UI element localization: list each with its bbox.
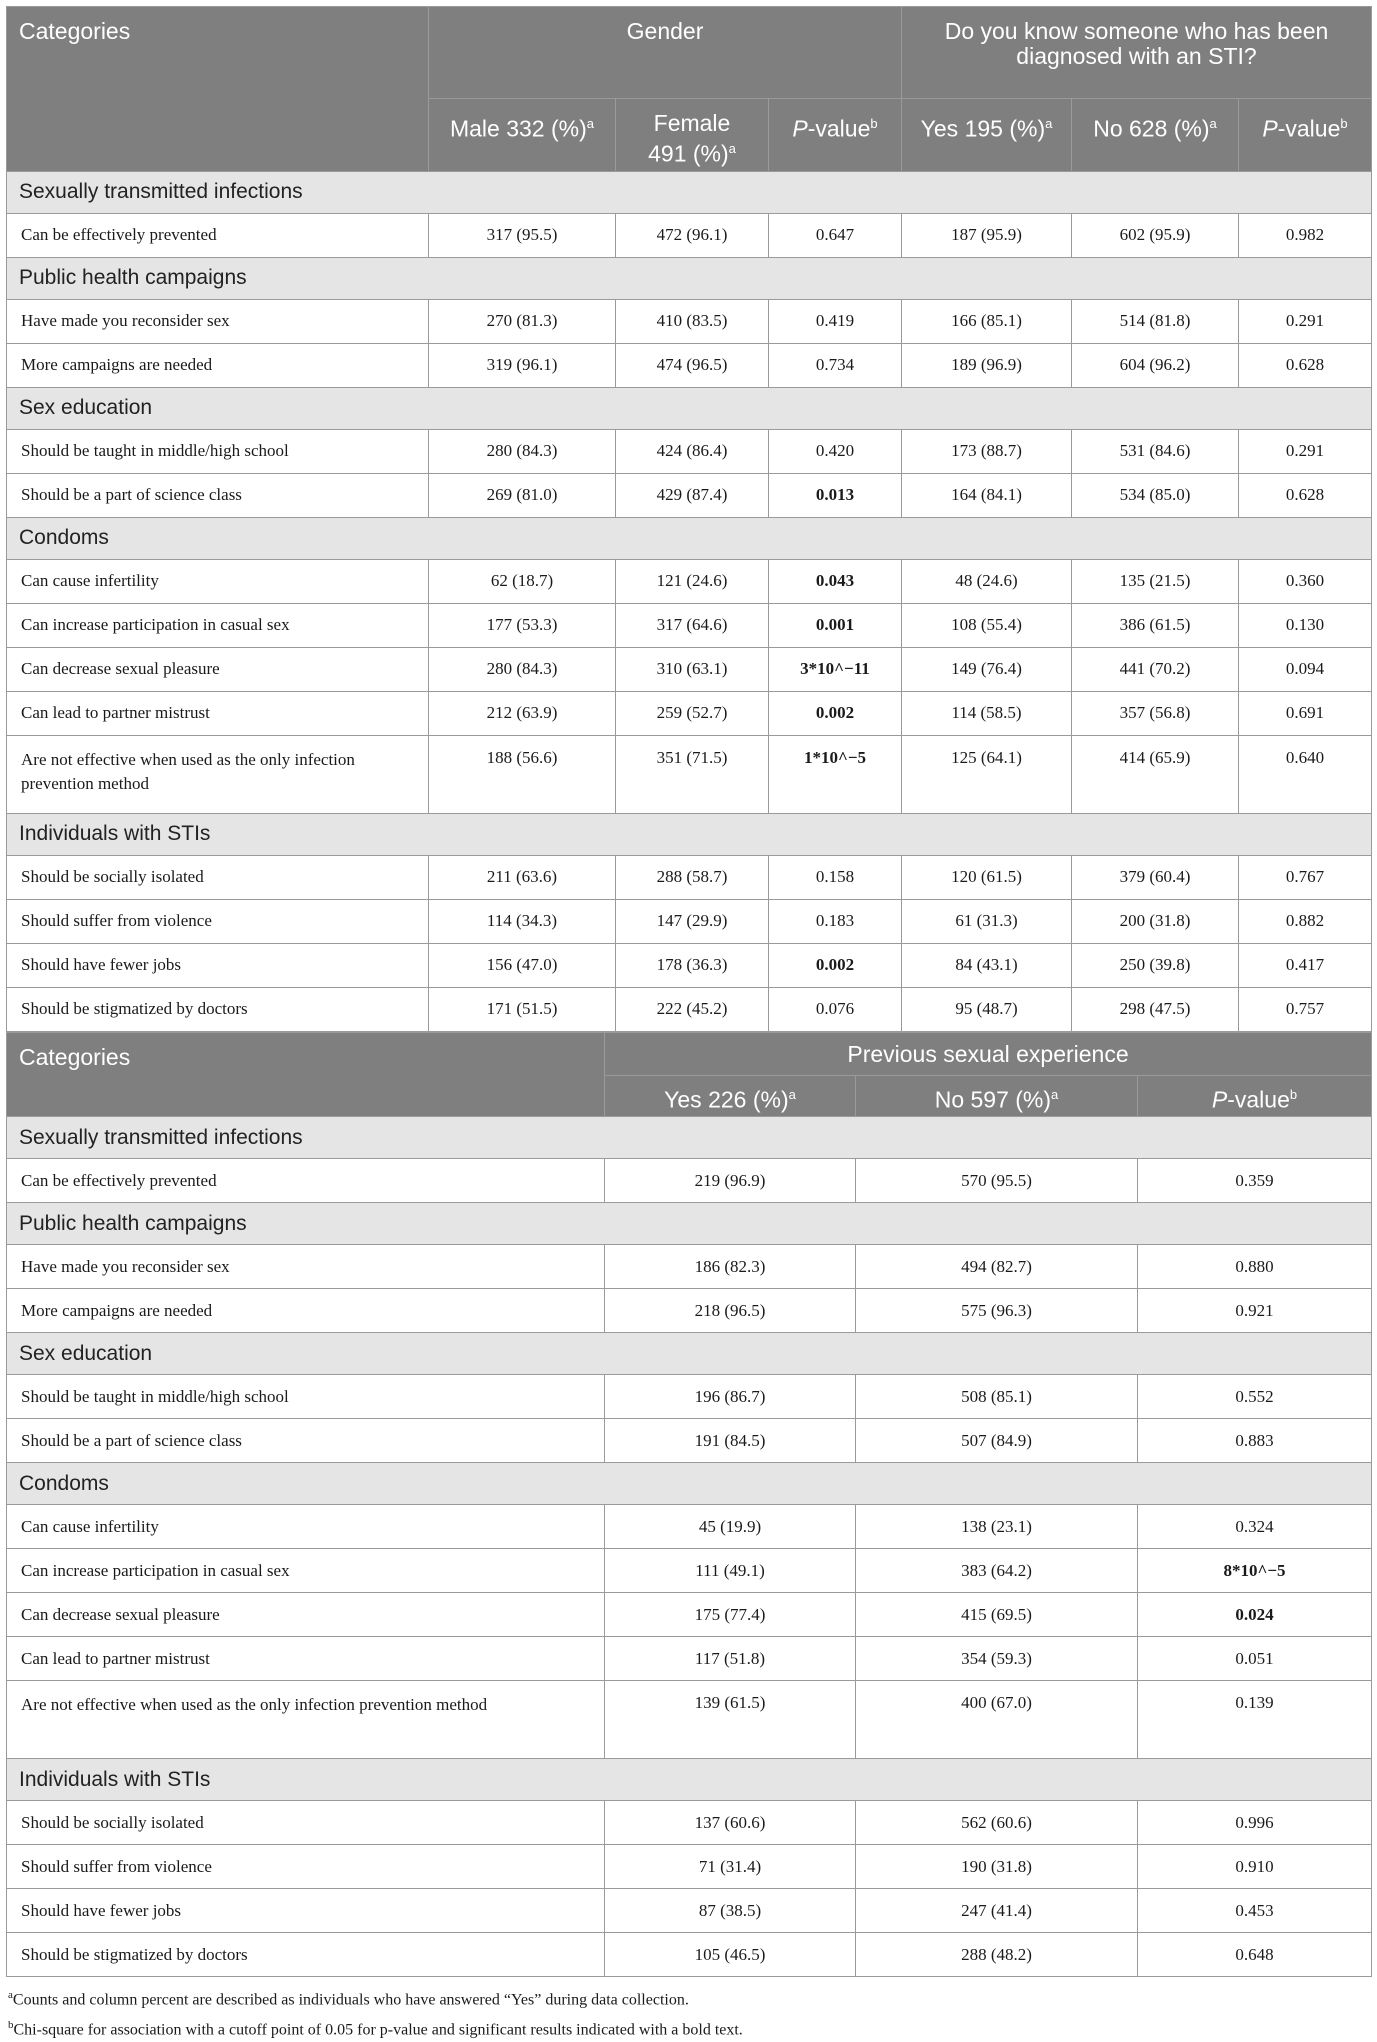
header-yes: Yes 195 (%)$^a$ (902, 99, 1072, 172)
table-row (7, 1801, 1372, 1845)
section-title: Condoms (7, 1463, 1372, 1505)
table-row (7, 1159, 1372, 1203)
row-label: Can cause infertility (7, 559, 429, 603)
header-pvalue-sti: P-value$^b$ (1239, 99, 1372, 172)
table-row (7, 1889, 1372, 1933)
table-row (7, 473, 1372, 517)
cell-pvalue-sti: 0.691 (1239, 691, 1372, 735)
row-label: Should have fewer jobs (7, 943, 429, 987)
row-label: Should be a part of science class (7, 1419, 605, 1463)
cell-pvalue-sti: 0.360 (1239, 559, 1372, 603)
header-female: Female 491 (%)$^a$ (616, 99, 769, 172)
row-label: Are not effective when used as the only infection prevention method (7, 1681, 605, 1759)
cell-female: 474 (96.5) (616, 343, 769, 387)
table-row (7, 1845, 1372, 1889)
section-title: Sex education (7, 1333, 1372, 1375)
section-title: Individuals with STIs (7, 1759, 1372, 1801)
header-pvalue-2: P-value$^b$ (1138, 1075, 1372, 1117)
cell-pvalue: 0.552 (1138, 1375, 1372, 1419)
cell-yes: 189 (96.9) (902, 343, 1072, 387)
cell-pvalue: 0.139 (1138, 1681, 1372, 1759)
cell-no: 508 (85.1) (856, 1375, 1138, 1419)
cell-female: 259 (52.7) (616, 691, 769, 735)
row-label: Should have fewer jobs (7, 1889, 605, 1933)
table-row (7, 429, 1372, 473)
cell-male: 62 (18.7) (429, 559, 616, 603)
cell-pvalue-gender: 0.002 (769, 943, 902, 987)
table-row (7, 1419, 1372, 1463)
cell-no: 534 (85.0) (1072, 473, 1239, 517)
header-categories-2: Categories (7, 1032, 605, 1117)
cell-yes: 114 (58.5) (902, 691, 1072, 735)
section-row (7, 1203, 1372, 1245)
table-row (7, 343, 1372, 387)
cell-pvalue: 0.921 (1138, 1289, 1372, 1333)
table-row (7, 1549, 1372, 1593)
section-row (7, 1333, 1372, 1375)
cell-male: 171 (51.5) (429, 987, 616, 1031)
cell-male: 211 (63.6) (429, 855, 616, 899)
footnote-b: $^b$Chi-square for association with a cutoff point of 0.05 for p-value and significant results indicated with a bold text. (8, 2018, 743, 2038)
cell-yes: 71 (31.4) (605, 1845, 856, 1889)
cell-female: 429 (87.4) (616, 473, 769, 517)
cell-yes: 187 (95.9) (902, 213, 1072, 257)
cell-male: 212 (63.9) (429, 691, 616, 735)
cell-no: 415 (69.5) (856, 1593, 1138, 1637)
cell-male: 114 (34.3) (429, 899, 616, 943)
cell-pvalue: 0.324 (1138, 1505, 1372, 1549)
cell-female: 317 (64.6) (616, 603, 769, 647)
cell-pvalue-gender: 0.001 (769, 603, 902, 647)
cell-male: 317 (95.5) (429, 213, 616, 257)
table-row (7, 559, 1372, 603)
row-label: Can increase participation in casual sex (7, 603, 429, 647)
row-label: Can decrease sexual pleasure (7, 647, 429, 691)
row-label: Should be taught in middle/high school (7, 1375, 605, 1419)
row-label: Should be socially isolated (7, 855, 429, 899)
table-row (7, 735, 1372, 813)
cell-no: 531 (84.6) (1072, 429, 1239, 473)
header-gender: Gender (429, 7, 902, 99)
cell-yes: 218 (96.5) (605, 1289, 856, 1333)
table-row (7, 213, 1372, 257)
cell-male: 280 (84.3) (429, 429, 616, 473)
cell-no: 514 (81.8) (1072, 299, 1239, 343)
cell-no: 602 (95.9) (1072, 213, 1239, 257)
cell-no: 494 (82.7) (856, 1245, 1138, 1289)
cell-female: 121 (24.6) (616, 559, 769, 603)
cell-pvalue-gender: 0.419 (769, 299, 902, 343)
cell-pvalue-gender: 1*10^−5 (769, 735, 902, 813)
cell-male: 270 (81.3) (429, 299, 616, 343)
section-title: Sexually transmitted infections (7, 171, 1372, 213)
row-label: Should be socially isolated (7, 1801, 605, 1845)
cell-no: 354 (59.3) (856, 1637, 1138, 1681)
row-label: Have made you reconsider sex (7, 299, 429, 343)
section-row (7, 517, 1372, 559)
cell-female: 310 (63.1) (616, 647, 769, 691)
cell-no: 288 (48.2) (856, 1933, 1138, 1977)
row-label: Can be effectively prevented (7, 213, 429, 257)
cell-pvalue-gender: 0.158 (769, 855, 902, 899)
table-row (7, 1245, 1372, 1289)
cell-female: 424 (86.4) (616, 429, 769, 473)
cell-yes: 219 (96.9) (605, 1159, 856, 1203)
table-gender-sti (6, 6, 1372, 1032)
cell-pvalue-sti: 0.291 (1239, 429, 1372, 473)
row-label: More campaigns are needed (7, 343, 429, 387)
cell-pvalue-sti: 0.628 (1239, 343, 1372, 387)
cell-yes: 196 (86.7) (605, 1375, 856, 1419)
header-know-sti: Do you know someone who has been diagnosed with an STI? (902, 7, 1372, 99)
header-pvalue-gender: P-value$^b$ (769, 99, 902, 172)
row-label: More campaigns are needed (7, 1289, 605, 1333)
cell-pvalue: 0.883 (1138, 1419, 1372, 1463)
table-row (7, 1637, 1372, 1681)
cell-yes: 173 (88.7) (902, 429, 1072, 473)
cell-male: 280 (84.3) (429, 647, 616, 691)
cell-yes: 117 (51.8) (605, 1637, 856, 1681)
cell-female: 351 (71.5) (616, 735, 769, 813)
cell-female: 178 (36.3) (616, 943, 769, 987)
cell-no: 414 (65.9) (1072, 735, 1239, 813)
header-male: Male 332 (%)$^a$ (429, 99, 616, 172)
row-label: Can be effectively prevented (7, 1159, 605, 1203)
cell-no: 200 (31.8) (1072, 899, 1239, 943)
cell-pvalue-sti: 0.094 (1239, 647, 1372, 691)
cell-pvalue-gender: 0.183 (769, 899, 902, 943)
cell-male: 269 (81.0) (429, 473, 616, 517)
section-row (7, 257, 1372, 299)
cell-pvalue-sti: 0.130 (1239, 603, 1372, 647)
section-row (7, 813, 1372, 855)
page (6, 6, 1371, 2042)
cell-male: 319 (96.1) (429, 343, 616, 387)
cell-no: 400 (67.0) (856, 1681, 1138, 1759)
cell-yes: 125 (64.1) (902, 735, 1072, 813)
cell-pvalue-sti: 0.767 (1239, 855, 1372, 899)
cell-no: 562 (60.6) (856, 1801, 1138, 1845)
cell-pvalue-gender: 3*10^−11 (769, 647, 902, 691)
table-row (7, 1375, 1372, 1419)
cell-yes: 149 (76.4) (902, 647, 1072, 691)
table-row (7, 299, 1372, 343)
row-label: Can lead to partner mistrust (7, 1637, 605, 1681)
table-row (7, 855, 1372, 899)
cell-pvalue: 0.996 (1138, 1801, 1372, 1845)
cell-pvalue-sti: 0.417 (1239, 943, 1372, 987)
table-row (7, 603, 1372, 647)
cell-female: 147 (29.9) (616, 899, 769, 943)
cell-pvalue: 0.359 (1138, 1159, 1372, 1203)
cell-yes: 191 (84.5) (605, 1419, 856, 1463)
cell-pvalue: 8*10^−5 (1138, 1549, 1372, 1593)
section-row (7, 1117, 1372, 1159)
row-label: Can lead to partner mistrust (7, 691, 429, 735)
cell-no: 357 (56.8) (1072, 691, 1239, 735)
row-label: Should be stigmatized by doctors (7, 987, 429, 1031)
table-row (7, 691, 1372, 735)
table-row (7, 647, 1372, 691)
cell-no: 298 (47.5) (1072, 987, 1239, 1031)
footnotes (6, 1983, 1371, 2042)
row-label: Are not effective when used as the only infection prevention method (7, 735, 429, 813)
cell-pvalue: 0.024 (1138, 1593, 1372, 1637)
cell-male: 188 (56.6) (429, 735, 616, 813)
table-row (7, 943, 1372, 987)
cell-yes: 84 (43.1) (902, 943, 1072, 987)
cell-yes: 48 (24.6) (902, 559, 1072, 603)
cell-pvalue-gender: 0.002 (769, 691, 902, 735)
cell-no: 604 (96.2) (1072, 343, 1239, 387)
cell-pvalue-sti: 0.628 (1239, 473, 1372, 517)
row-label: Should be taught in middle/high school (7, 429, 429, 473)
cell-no: 441 (70.2) (1072, 647, 1239, 691)
cell-no: 247 (41.4) (856, 1889, 1138, 1933)
table-row (7, 899, 1372, 943)
cell-pvalue: 0.910 (1138, 1845, 1372, 1889)
cell-yes: 45 (19.9) (605, 1505, 856, 1549)
cell-no: 190 (31.8) (856, 1845, 1138, 1889)
cell-pvalue: 0.648 (1138, 1933, 1372, 1977)
row-label: Should be stigmatized by doctors (7, 1933, 605, 1977)
cell-pvalue-gender: 0.013 (769, 473, 902, 517)
section-row (7, 387, 1372, 429)
table-row (7, 1681, 1372, 1759)
row-label: Can cause infertility (7, 1505, 605, 1549)
cell-yes: 105 (46.5) (605, 1933, 856, 1977)
cell-pvalue-sti: 0.882 (1239, 899, 1372, 943)
cell-no: 507 (84.9) (856, 1419, 1138, 1463)
section-title: Individuals with STIs (7, 813, 1372, 855)
cell-pvalue-sti: 0.982 (1239, 213, 1372, 257)
cell-pvalue-sti: 0.291 (1239, 299, 1372, 343)
table-row (7, 1593, 1372, 1637)
header-no-2: No 597 (%)$^a$ (856, 1075, 1138, 1117)
footnote-a: $^a$Counts and column percent are described as individuals who have answered “Yes” during data collection. (8, 1989, 689, 2009)
row-label: Have made you reconsider sex (7, 1245, 605, 1289)
row-label: Should suffer from violence (7, 1845, 605, 1889)
cell-pvalue: 0.880 (1138, 1245, 1372, 1289)
cell-yes: 111 (49.1) (605, 1549, 856, 1593)
section-title: Sex education (7, 387, 1372, 429)
cell-yes: 137 (60.6) (605, 1801, 856, 1845)
section-title: Public health campaigns (7, 1203, 1372, 1245)
cell-yes: 108 (55.4) (902, 603, 1072, 647)
row-label: Can increase participation in casual sex (7, 1549, 605, 1593)
cell-yes: 186 (82.3) (605, 1245, 856, 1289)
section-row (7, 1759, 1372, 1801)
cell-pvalue-gender: 0.076 (769, 987, 902, 1031)
cell-pvalue-gender: 0.647 (769, 213, 902, 257)
cell-pvalue-gender: 0.734 (769, 343, 902, 387)
cell-yes: 164 (84.1) (902, 473, 1072, 517)
cell-yes: 95 (48.7) (902, 987, 1072, 1031)
cell-yes: 175 (77.4) (605, 1593, 856, 1637)
section-title: Sexually transmitted infections (7, 1117, 1372, 1159)
cell-yes: 166 (85.1) (902, 299, 1072, 343)
cell-pvalue-sti: 0.757 (1239, 987, 1372, 1031)
section-row (7, 1463, 1372, 1505)
cell-yes: 87 (38.5) (605, 1889, 856, 1933)
header-no: No 628 (%)$^a$ (1072, 99, 1239, 172)
table-row (7, 1289, 1372, 1333)
cell-female: 288 (58.7) (616, 855, 769, 899)
cell-male: 156 (47.0) (429, 943, 616, 987)
cell-pvalue-gender: 0.043 (769, 559, 902, 603)
cell-pvalue: 0.051 (1138, 1637, 1372, 1681)
cell-no: 138 (23.1) (856, 1505, 1138, 1549)
cell-pvalue: 0.453 (1138, 1889, 1372, 1933)
cell-female: 222 (45.2) (616, 987, 769, 1031)
table-row (7, 1933, 1372, 1977)
cell-male: 177 (53.3) (429, 603, 616, 647)
cell-no: 386 (61.5) (1072, 603, 1239, 647)
cell-no: 383 (64.2) (856, 1549, 1138, 1593)
table-sexual-experience (6, 1032, 1372, 1978)
cell-no: 250 (39.8) (1072, 943, 1239, 987)
cell-no: 379 (60.4) (1072, 855, 1239, 899)
header-yes-2: Yes 226 (%)$^a$ (605, 1075, 856, 1117)
cell-yes: 120 (61.5) (902, 855, 1072, 899)
row-label: Should suffer from violence (7, 899, 429, 943)
cell-pvalue-gender: 0.420 (769, 429, 902, 473)
cell-female: 472 (96.1) (616, 213, 769, 257)
table-row (7, 1505, 1372, 1549)
section-title: Public health campaigns (7, 257, 1372, 299)
cell-yes: 139 (61.5) (605, 1681, 856, 1759)
cell-female: 410 (83.5) (616, 299, 769, 343)
header-previous-experience: Previous sexual experience (605, 1032, 1372, 1075)
section-title: Condoms (7, 517, 1372, 559)
cell-no: 570 (95.5) (856, 1159, 1138, 1203)
cell-pvalue-sti: 0.640 (1239, 735, 1372, 813)
row-label: Can decrease sexual pleasure (7, 1593, 605, 1637)
table-row (7, 987, 1372, 1031)
row-label: Should be a part of science class (7, 473, 429, 517)
cell-no: 575 (96.3) (856, 1289, 1138, 1333)
cell-no: 135 (21.5) (1072, 559, 1239, 603)
cell-yes: 61 (31.3) (902, 899, 1072, 943)
section-row (7, 171, 1372, 213)
header-categories: Categories (7, 7, 429, 172)
